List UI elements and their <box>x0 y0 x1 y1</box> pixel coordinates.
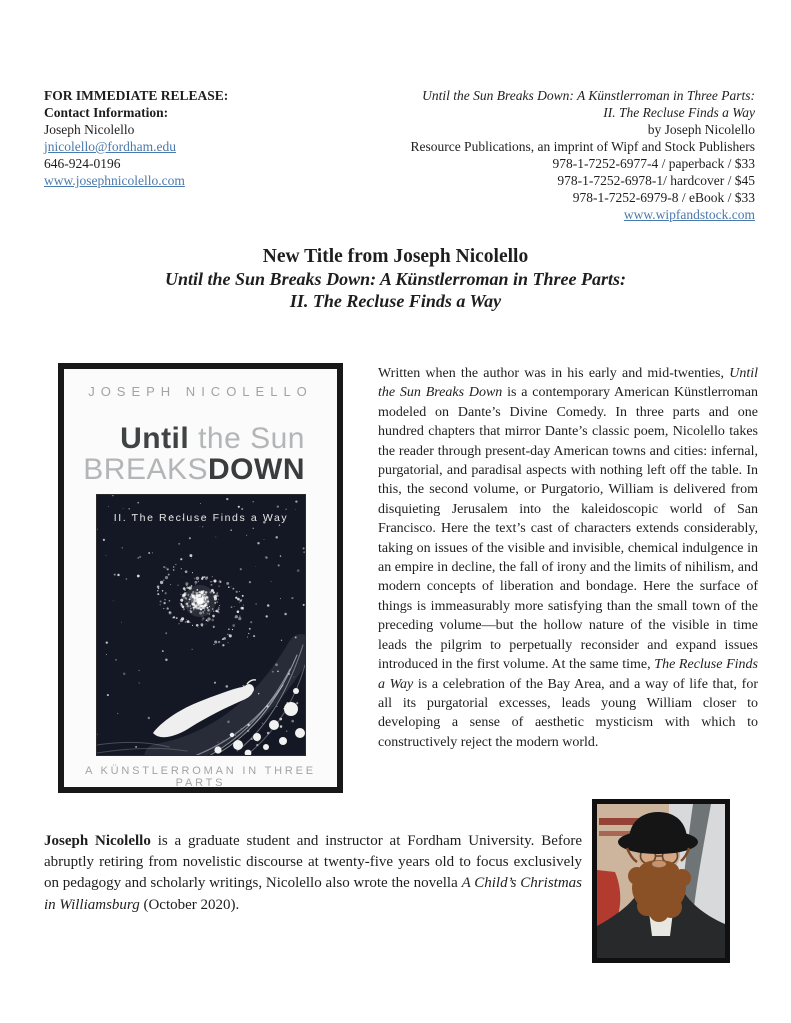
cover-subtitle: II. The Recluse Finds a Way <box>113 512 288 524</box>
text-run: is a celebration of the Bay Area, and a way of life that, for all its purgatorial excesses, leads young William closer to developing a sense of aesthetic mysticism with which to constructively reject the modern world. <box>378 676 759 750</box>
cover-title <box>64 423 337 485</box>
contact-block <box>44 87 228 189</box>
cover-title-line1 <box>64 423 305 454</box>
cover-title-word-until: Until <box>120 422 190 455</box>
pub-byline: by Joseph Nicolello <box>647 122 755 137</box>
isbn-ebook: 978-1-7252-6979-8 / eBook / $33 <box>572 190 755 205</box>
cover-title-word-down: DOWN <box>208 453 305 486</box>
nose <box>652 861 666 868</box>
text-run: The Recluse Finds a Way <box>378 657 759 692</box>
text-run: Written when the author was in his early and mid-twenties, <box>378 366 730 381</box>
author-bio <box>44 831 582 916</box>
publication-block <box>410 87 755 223</box>
author-website-link[interactable]: www.josephnicolello.com <box>44 173 185 188</box>
text-run: Joseph Nicolello <box>44 833 151 849</box>
cover-series-line: A KÜNSTLERROMAN IN THREE PARTS <box>85 765 316 789</box>
isbn-paperback: 978-1-7252-6977-4 / paperback / $33 <box>552 156 755 171</box>
text-run: is a contemporary American Künstlerroman modeled on Dante’s Divine Comedy. In three parts and one hundred chapters that mirror Dante’s classic poem, Nicolello takes the reader through present-day American towns and cities: infernal, purgatorial, and paradisal aspects with nothing left off the table. In this, the second volume, or Purgatorio, William is delivered from disquieting Jerusalem into the kaleidoscopic world of San Francisco. Here the text’s cast of characters extends considerably, taking on issues of the visible and invisible, chemical indulgence in an empire in decline, the fall of irony and the limits of nihilism, and modern concepts of liberation and bondage. Here the surface of things is immeasurably more satisfying than the small town of the preceding volume—but the hollow nature of the visible in time leads the pilgrim to perpetually reconsider and expand issues introduced in the first volume. At the same time, <box>378 385 758 673</box>
phone-number: 646-924-0196 <box>44 156 121 171</box>
cover-title-line2 <box>64 454 305 485</box>
book-cover <box>58 363 343 793</box>
text-run: Until the Sun Breaks Down <box>378 366 758 401</box>
text-run: is a graduate student and instructor at Fordham University. Before abruptly retiring from novelistic discourse at twenty-five years old to focus exclusively on pedagogy and scholarly writings, Nicolello also wrote the novella <box>44 833 582 892</box>
text-run: A Child’s Christmas in Williamsburg <box>44 875 582 913</box>
contact-name: Joseph Nicolello <box>44 122 135 137</box>
headline <box>0 246 791 312</box>
cover-title-word-thesun: the Sun <box>189 422 305 455</box>
cover-author-name: JOSEPH NICOLELLO <box>88 384 313 399</box>
pub-publisher: Resource Publications, an imprint of Wipf and Stock Publishers <box>410 139 755 154</box>
cover-galaxy-artwork <box>96 494 306 756</box>
cover-title-word-breaks: BREAKS <box>83 453 209 486</box>
headline-line1: New Title from Joseph Nicolello <box>262 246 529 267</box>
headline-line2: Until the Sun Breaks Down: A Künstlerroman in Three Parts: <box>165 269 626 289</box>
author-portrait-illustration <box>597 804 725 958</box>
pub-title-line2: II. The Recluse Finds a Way <box>603 105 755 120</box>
email-link[interactable]: jnicolello@fordham.edu <box>44 139 177 154</box>
pub-title-line1: Until the Sun Breaks Down: A Künstlerroman in Three Parts: <box>422 88 755 103</box>
book-description <box>378 364 758 752</box>
galaxy-illustration <box>97 495 305 755</box>
release-label: FOR IMMEDIATE RELEASE: <box>44 88 229 103</box>
text-run: (October 2020). <box>139 896 240 913</box>
contact-label: Contact Information: <box>44 105 169 120</box>
headline-line3: II. The Recluse Finds a Way <box>289 291 502 311</box>
author-photo <box>592 799 730 963</box>
publisher-website-link[interactable]: www.wipfandstock.com <box>623 207 755 222</box>
galaxy-core <box>184 585 216 617</box>
isbn-hardcover: 978-1-7252-6978-1/ hardcover / $45 <box>557 173 755 188</box>
